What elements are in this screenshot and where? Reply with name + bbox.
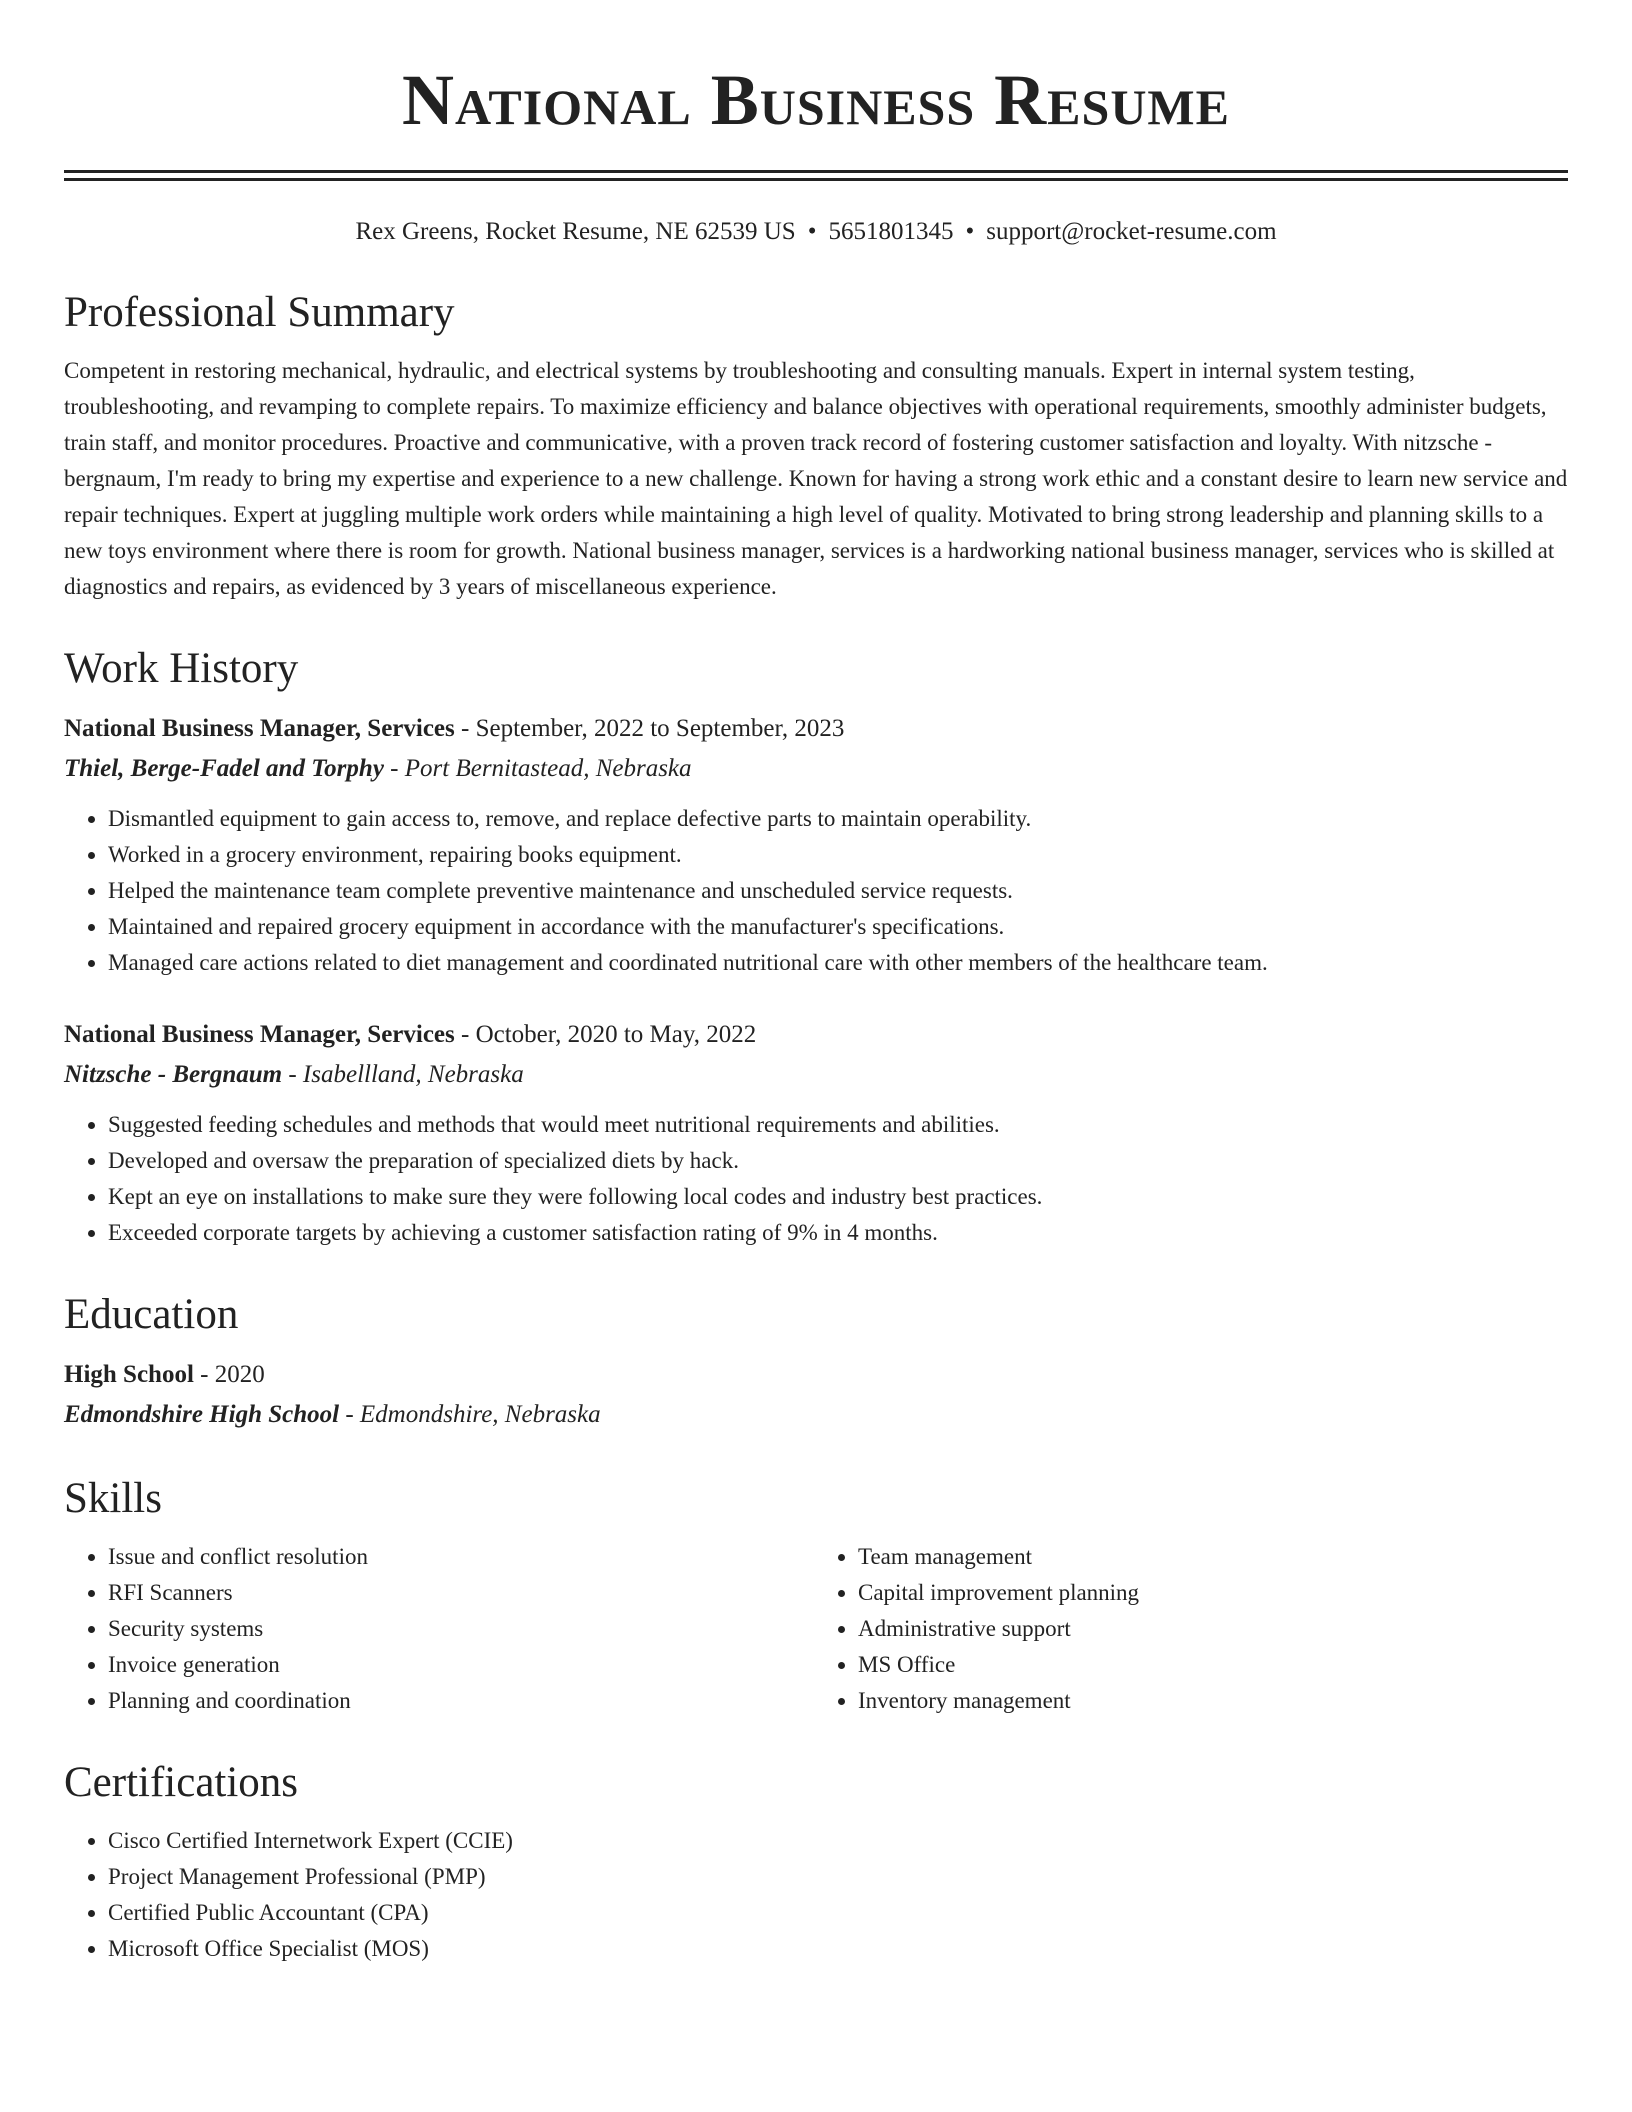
contact-line bbox=[64, 215, 1568, 249]
job-company-line bbox=[64, 1055, 1568, 1095]
summary-text: Competent in restoring mechanical, hydraulic, and electrical systems by troubleshooting and consulting manuals. Expert in internal system testing, troubleshooting, and revamping to complete repairs. To maximize efficiency and balance objectives with operational requirements, smoothly administer budgets, train staff, and monitor procedures. Proactive and communicative, with a proven track record of fostering customer satisfaction and loyalty. With nitzsche - bergnaum, I'm ready to bring my expertise and experience to a new challenge. Known for having a strong work ethic and a constant desire to learn new service and repair techniques. Expert at juggling multiple work orders while maintaining a high level of quality. Motivated to bring strong leadership and planning skills to a new toys environment where there is room for growth. National business manager, services is a hardworking national business manager, services who is skilled at diagnostics and repairs, as evidenced by 3 years of miscellaneous experience. bbox=[64, 358, 1568, 599]
job-bullet: • Worked in a grocery environment, repairing books equipment. bbox=[108, 837, 1568, 873]
certification-item: • Project Management Professional (PMP) bbox=[108, 1859, 1568, 1895]
skill-item: • Invoice generation bbox=[108, 1647, 818, 1683]
job-title: National Business Manager, Services bbox=[64, 1021, 455, 1048]
job-bullet: • Maintained and repaired grocery equipment in accordance with the manufacturer's specifications. bbox=[108, 909, 1568, 945]
education-dash: - bbox=[339, 1401, 360, 1428]
skill-item: • Planning and coordination bbox=[108, 1683, 818, 1719]
job-dash: - bbox=[454, 715, 476, 742]
skill-item: • Team management bbox=[858, 1539, 1568, 1575]
resume-title: National Business Resume bbox=[402, 60, 1230, 140]
contact-phone: 5651801345 bbox=[828, 218, 954, 245]
skill-item: • Issue and conflict resolution bbox=[108, 1539, 818, 1575]
job-title-line bbox=[64, 709, 1568, 749]
job-bullet: • Developed and oversaw the preparation of specialized diets by hack. bbox=[108, 1143, 1568, 1179]
certification-item: • Cisco Certified Internetwork Expert (CCIE) bbox=[108, 1823, 1568, 1859]
certifications-heading: Certifications bbox=[64, 1759, 299, 1806]
education-school-line bbox=[64, 1395, 1568, 1435]
job-title: National Business Manager, Services bbox=[64, 715, 455, 742]
job-bullet: • Exceeded corporate targets by achieving a customer satisfaction rating of 9% in 4 months. bbox=[108, 1215, 1568, 1251]
education-degree: High School bbox=[64, 1361, 194, 1388]
skills-column-left bbox=[64, 1539, 818, 1719]
job-bullet: • Dismantled equipment to gain access to, remove, and replace defective parts to maintain operability. bbox=[108, 801, 1568, 837]
skill-item: • RFI Scanners bbox=[108, 1575, 818, 1611]
job-entry bbox=[64, 709, 1568, 981]
job-bullet: • Helped the maintenance team complete preventive maintenance and unscheduled service requests. bbox=[108, 873, 1568, 909]
job-bullets bbox=[64, 1107, 1568, 1251]
job-bullets bbox=[64, 801, 1568, 981]
certification-item: • Certified Public Accountant (CPA) bbox=[108, 1895, 1568, 1931]
contact-address: Rex Greens, Rocket Resume, NE 62539 US bbox=[355, 218, 796, 245]
education-degree-line bbox=[64, 1355, 1568, 1395]
job-dash: - bbox=[454, 1021, 476, 1048]
contact-email: support@rocket-resume.com bbox=[986, 218, 1277, 245]
certifications-list bbox=[64, 1823, 1568, 1967]
job-company: Nitzsche - Bergnaum bbox=[64, 1061, 283, 1088]
job-bullet: • Managed care actions related to diet management and coordinated nutritional care with other members of the healthcare team. bbox=[108, 945, 1568, 981]
work-history-heading: Work History bbox=[64, 645, 299, 692]
skills-section bbox=[64, 1473, 1568, 1719]
certifications-section bbox=[64, 1757, 1568, 1967]
summary-heading: Professional Summary bbox=[64, 289, 455, 336]
job-company-line bbox=[64, 749, 1568, 789]
job-title-line bbox=[64, 1015, 1568, 1055]
title-double-rule bbox=[64, 170, 1568, 181]
professional-summary-section bbox=[64, 287, 1568, 605]
job-dates: September, 2022 to September, 2023 bbox=[475, 715, 845, 742]
education-section bbox=[64, 1289, 1568, 1435]
job-company: Thiel, Berge-Fadel and Torphy bbox=[64, 755, 384, 782]
contact-separator: • bbox=[965, 218, 975, 245]
skills-column-right bbox=[818, 1539, 1568, 1719]
job-bullet: • Suggested feeding schedules and methods that would meet nutritional requirements and abilities. bbox=[108, 1107, 1568, 1143]
education-dash: - bbox=[193, 1361, 215, 1388]
education-school: Edmondshire High School bbox=[64, 1401, 340, 1428]
skills-columns bbox=[64, 1539, 1568, 1719]
skill-item: • Security systems bbox=[108, 1611, 818, 1647]
skill-item: • MS Office bbox=[858, 1647, 1568, 1683]
work-history-section bbox=[64, 643, 1568, 1251]
education-heading: Education bbox=[64, 1291, 239, 1338]
education-location: Edmondshire, Nebraska bbox=[359, 1401, 601, 1428]
contact-separator: • bbox=[807, 218, 817, 245]
job-entry bbox=[64, 1015, 1568, 1251]
job-bullet: • Kept an eye on installations to make sure they were following local codes and industry best practices. bbox=[108, 1179, 1568, 1215]
job-dash: - bbox=[282, 1061, 303, 1088]
job-location: Port Bernitastead, Nebraska bbox=[404, 755, 692, 782]
certification-item: • Microsoft Office Specialist (MOS) bbox=[108, 1931, 1568, 1967]
job-location: Isabellland, Nebraska bbox=[302, 1061, 524, 1088]
job-dates: October, 2020 to May, 2022 bbox=[475, 1021, 757, 1048]
job-dash: - bbox=[383, 755, 405, 782]
skill-item: • Capital improvement planning bbox=[858, 1575, 1568, 1611]
skill-item: • Administrative support bbox=[858, 1611, 1568, 1647]
skill-item: • Inventory management bbox=[858, 1683, 1568, 1719]
education-year: 2020 bbox=[214, 1361, 265, 1388]
skills-heading: Skills bbox=[64, 1475, 162, 1522]
